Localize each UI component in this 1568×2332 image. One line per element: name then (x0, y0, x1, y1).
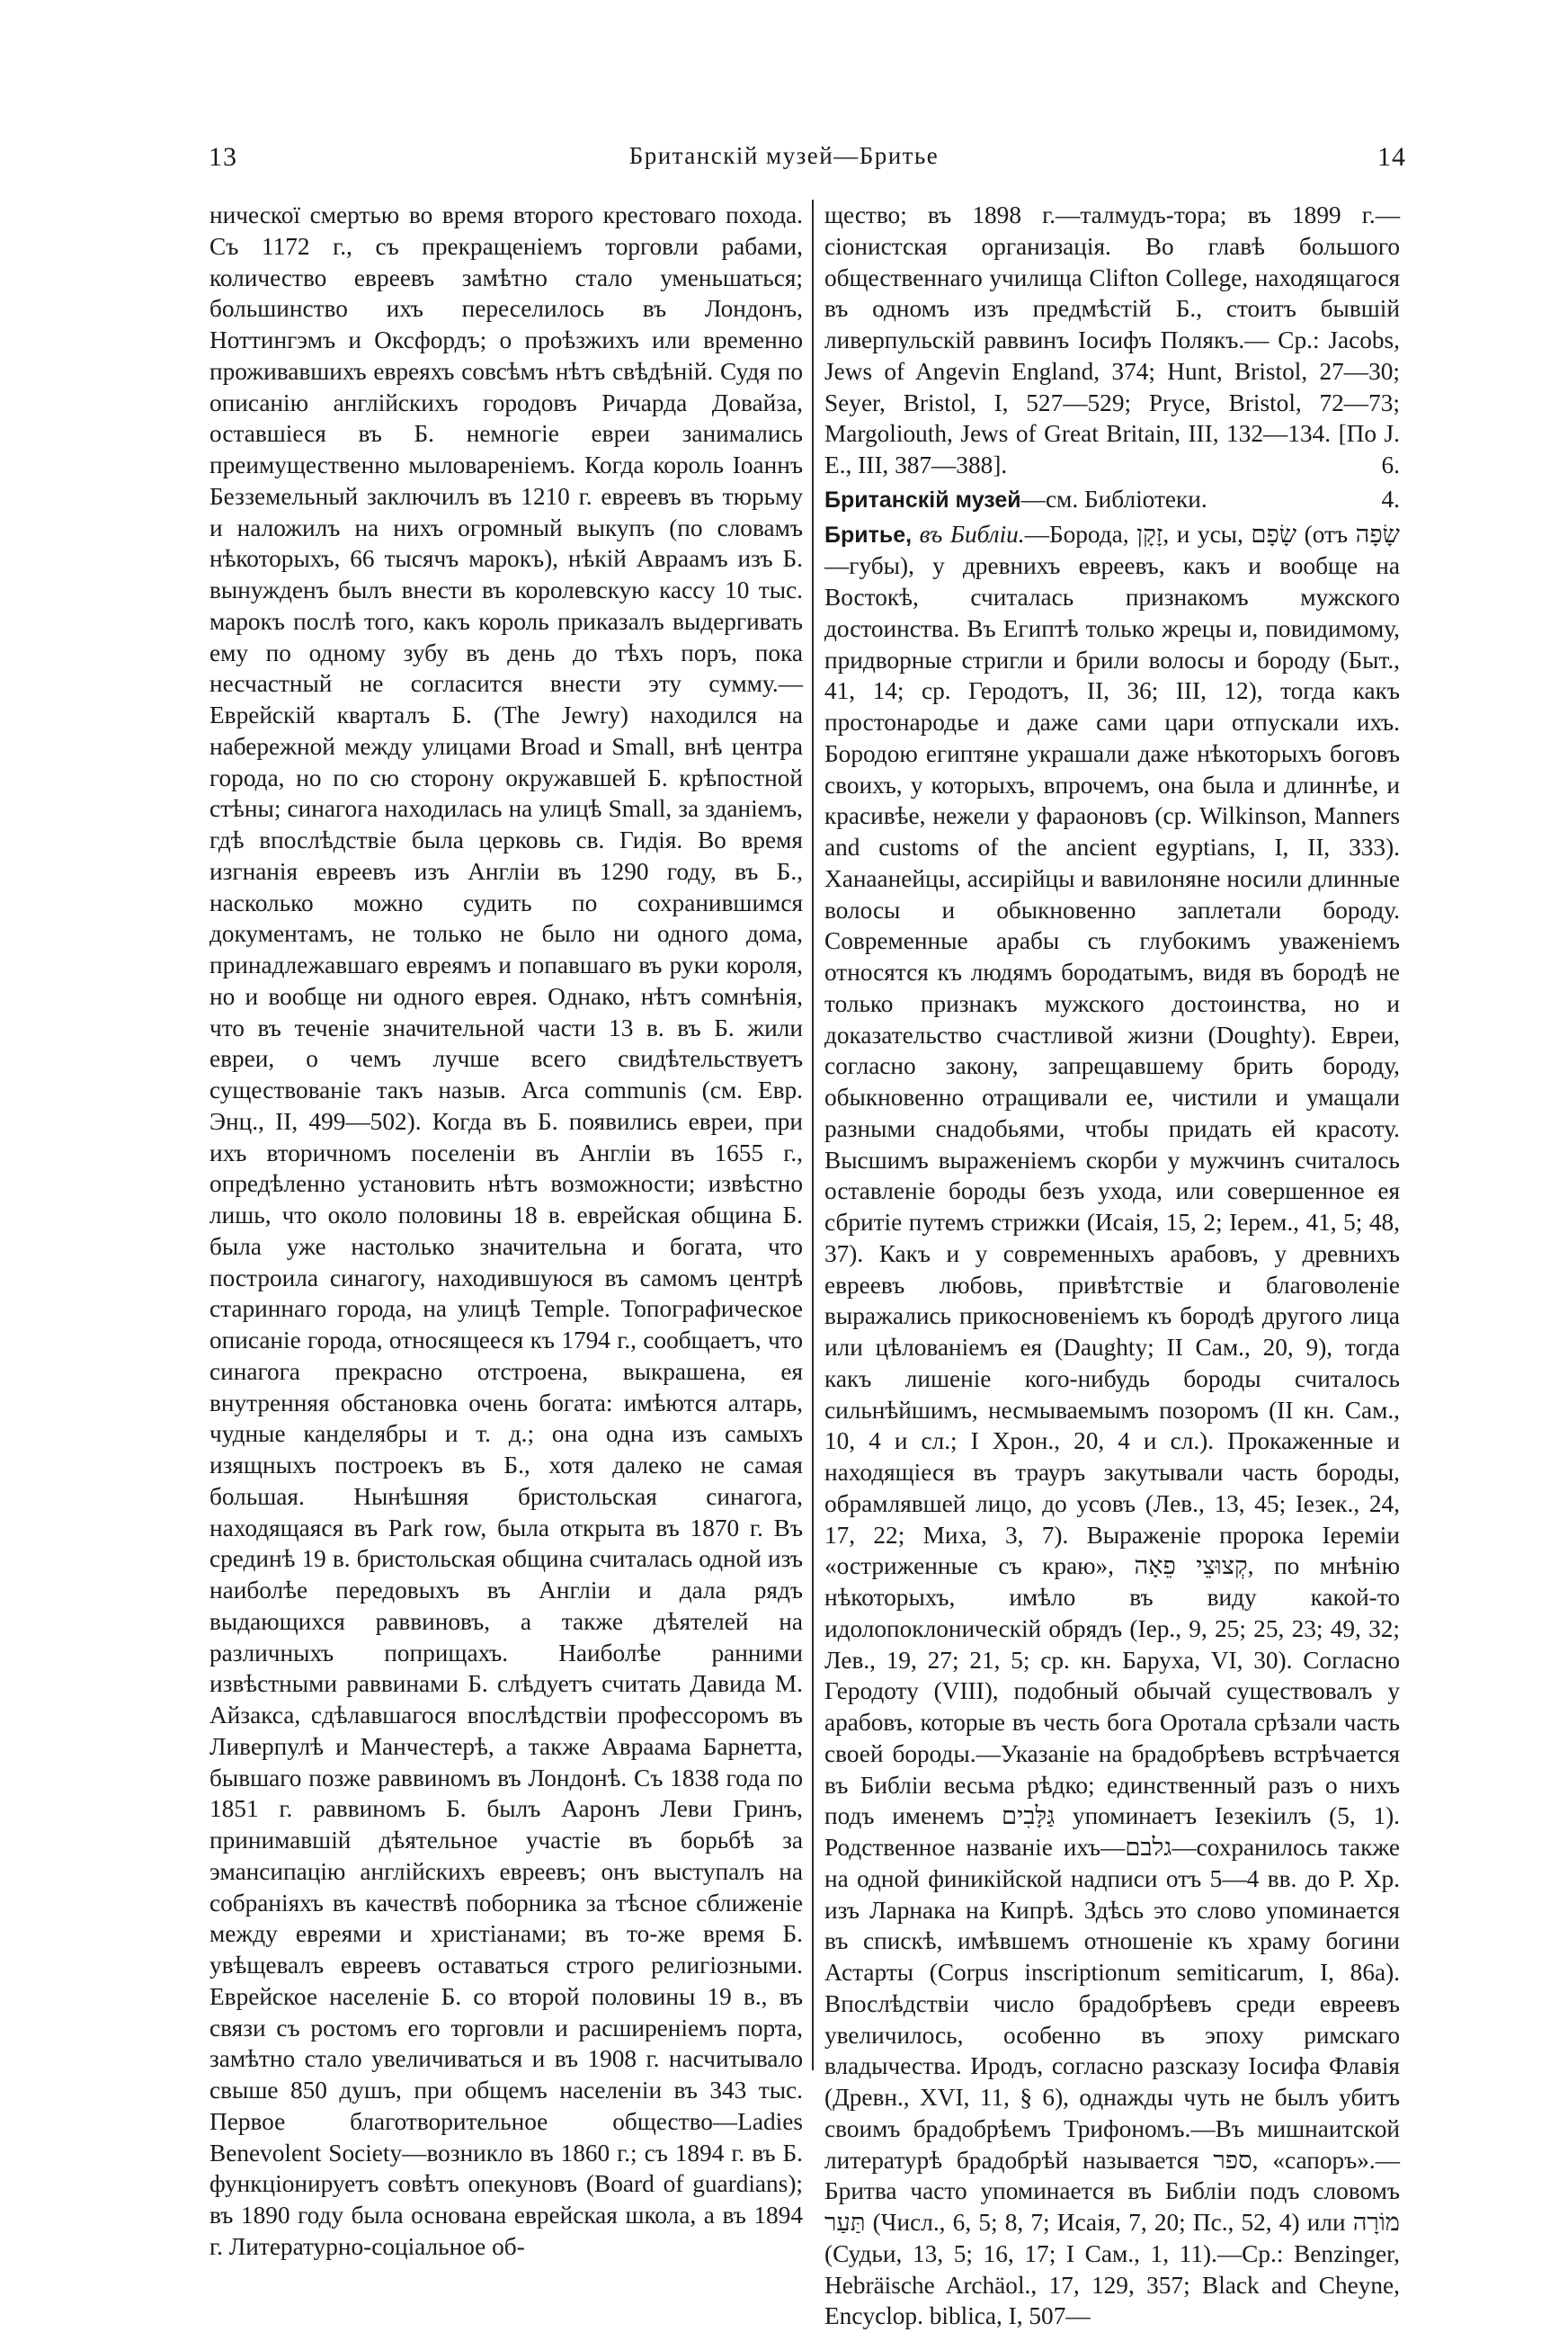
entry-text: —Борода, זָקָן, и усы, שָׂפָם (отъ שָׂפָה—губы), у древнихъ евреевъ, какъ и вообще на Востокѣ, считалась признакомъ мужского достоинства. Въ Египтѣ только жрецы и, повидимому, придворные стригли и брили волосы и бороду (Быт., 41, 14; ср. Геродотъ, II, 36; III, 12), тогда какъ простонародье и даже сами цари отпускали ихъ. Бородою египтяне украшали даже нѣкоторыхъ боговъ своихъ, у которыхъ, впрочемъ, она была и длиннѣе, и красивѣе, нежели у фараоновъ (ср. Wilkinson, Manners and customs of the ancient egyptians, I, II, 333). Ханаанейцы, ассирійцы и вавилоняне носили длинные волосы и обыкновенно заплетали бороду. Современные арабы съ глубокимъ уваженіемъ относятся къ людямъ бородатымъ, видя въ бородѣ не только признакъ мужского достоинства, но и доказательство счастливой жизни (Doughty). Евреи, согласно закону, запрещавшему брить бороду, обыкновенно отращивали ее, чистили и умащали разными снадобьями, чтобы придать ей красоту. Высшимъ выраженіемъ скорби у мужчинъ считалось оставленіе бороды безъ ухода, или совершенное ея сбритіе путемъ стрижки (Исаія, 15, 2; Іерем., 41, 5; 48, 37). Какъ и у современныхъ арабовъ, у древнихъ евреевъ любовь, привѣтствіе и благоволеніе выражались прикосновеніемъ къ бородѣ другого лица или цѣлованіемъ ея (Daughty; II Сам., 20, 9), тогда какъ лишеніе кого-нибудь бороды считалось сильнѣйшимъ, несмываемымъ позоромъ (II кн. Сам., 10, 4 и сл.; I Хрон., 20, 4 и сл.). Прокаженные и находящіеся въ трауръ закутывали часть бороды, обрамлявшей лицо, до усовъ (Лев., 13, 45; Іезек., 24, 17, 22; Миха, 3, 7). Выраженіе пророка Іереміи «остриженные съ краю», קְצוּצֵי פֵאָה, по мнѣнію нѣкоторыхъ, имѣло въ виду какой-то идолопоклоническій обрядъ (Іер., 9, 25; 25, 23; 49, 32; Лев., 19, 27; 21, 5; ср. кн. Баруха, VI, 30). Согласно Геродоту (VIII), подобный обычай существовалъ у арабовъ, которые въ честь бога Оротала срѣзали часть своей бороды.—Указаніе на брадобрѣевъ встрѣчается въ Библіи весьма рѣдко; единственный разъ о нихъ подъ именемъ גַּלָּבִים упоминаетъ Іезекіилъ (5, 1). Родственное названіе ихъ—גלבם—сохранилось также на одной финикійской надписи отъ 5—4 вв. до Р. Хр. изъ Ларнака на Кипрѣ. Здѣсь это слово упоминается въ спискѣ, имѣвшемъ отношеніе къ храму богини Астарты (Corpus inscriptionum semiticarum, I, 86а). Впослѣдствіи число брадобрѣевъ среди евреевъ увеличилось, особенно въ эпоху римскаго владычества. Иродъ, согласно разсказу Іосифа Флавія (Древн., XVI, 11, § 6), однажды чуть не былъ убитъ своимъ брадобрѣемъ Трифономъ.—Въ мишнаитской литературѣ брадобрѣй называется ספר, «сапоръ».—Бритва часто упоминается въ Библіи подъ словомъ תַּעַר (Числ., 6, 5; 8, 7; Исаія, 7, 20; Пс., 52, 4) или מוֹרָה (Судьи, 13, 5; 16, 17; I Сам., 1, 11).—Ср.: Benzinger, Hebräische Archäol., 17, 129, 357; Black and Cheyne, Encyclop. biblica, I, 507— (824, 521, 1400, 2330)
bristol-entry-end (824, 200, 1400, 481)
entry-text: —см. Библіотеки. (1021, 486, 1207, 513)
right-column (824, 200, 1400, 2088)
author-signature: 4. (1364, 484, 1400, 515)
column-divider (812, 200, 814, 2070)
right-page-number: 14 (1377, 142, 1406, 173)
entry-british-museum (824, 484, 1400, 516)
subheading: въ Библіи. (920, 521, 1025, 548)
running-header (0, 142, 1568, 178)
headword: Британскій музей (824, 487, 1021, 513)
left-page-number: 13 (209, 142, 237, 173)
headword: Бритье, (824, 523, 912, 548)
author-signature: 6. (1364, 450, 1400, 481)
running-title: Британскій музей—Бритье (0, 142, 1568, 170)
left-column-text: ническої смертью во время второго крестоваго похода. Съ 1172 г., съ прекращеніемъ торговли рабами, количество евреевъ замѣтно стало уменьшаться; большинство ихъ переселилось въ Лондонъ, Ноттингэмъ и Оксфордъ; о проѣзжихъ или временно проживавшихъ евреяхъ совсѣмъ нѣтъ свѣдѣній. Судя по описанію англійскихъ городовъ Ричарда Довайза, оставшіеся въ Б. немногіе евреи занимались преимущественно мыловареніемъ. Когда король Іоаннъ Безземельный заключилъ въ 1210 г. евреевъ въ тюрьму и наложилъ на нихъ огромный выкупъ (по словамъ нѣкоторыхъ, 66 тысячъ марокъ), нѣкій Авраамъ изъ Б. вынужденъ былъ внести въ королевскую кассу 10 тыс. марокъ послѣ того, какъ король приказалъ выдергивать ему по одному зубу въ день до тѣхъ поръ, пока несчастный не согласится внести эту сумму.—Еврейскій кварталъ Б. (The Jewry) находился на набережной между улицами Broad и Small, внѣ центра города, но по сю сторону окружавшей Б. крѣпостной стѣны; синагога находилась на улицѣ Small, за зданіемъ, гдѣ впослѣдствіе была церковь св. Гидія. Во время изгнанія евреевъ изъ Англіи въ 1290 году, въ Б., насколько можно судить по сохранившимся документамъ, не только не было ни одного дома, принадлежавшаго евреямъ и попавшаго въ руки короля, но и вообще ни одного еврея. Однако, нѣтъ сомнѣнія, что въ теченіе значительной части 13 в. въ Б. жили евреи, о чемъ лучше всего свидѣтельствуетъ существованіе такъ назыв. Arca communis (см. Евр. Энц., II, 499—502). Когда въ Б. появились евреи, при ихъ вторичномъ поселеніи въ Англіи въ 1655 г., опредѣленно установить нѣтъ возможности; извѣстно лишь, что около половины 18 в. еврейская община Б. была уже настолько значительна и богата, что построила синагогу, находившуюся въ самомъ центрѣ стариннаго города, на улицѣ Temple. Топографическое описаніе города, относящееся къ 1794 г., сообщаетъ, что синагога прекрасно отстроена, выкрашена, ея внутренняя обстановка очень богата: имѣются алтарь, чудные канделябры и т. д.; она одна изъ самыхъ изящныхъ построекъ въ Б., хотя далеко не самая большая. Нынѣшняя бристольская синагога, находящаяся въ Park row, была открыта въ 1870 г. Въ срединѣ 19 в. бристольская община считалась одной изъ наиболѣе передовыхъ въ Англіи и дала рядъ выдающихся раввиновъ, а также дѣятелей на различныхъ поприщахъ. Наиболѣе ранними извѣстными раввинами Б. слѣдуетъ считать Давида М. Айзакса, сдѣлавшагося впослѣдствіи профессоромъ въ Ливерпулѣ и Манчестерѣ, а также Авраама Барнетта, бывшаго позже раввиномъ въ Лондонѣ. Съ 1838 года по 1851 г. раввиномъ Б. былъ Ааронъ Леви Гринъ, принимавшій дѣятельное участіе въ борьбѣ за эмансипацію англійскихъ евреевъ; онъ выступалъ на собраніяхъ въ качествѣ поборника за тѣсное сближеніе между евреями и христіанами; въ то-же время Б. увѣщевалъ евреевъ оставаться строго религіозными. Еврейское населеніе Б. со второй половины 19 в., въ связи съ ростомъ его торговли и расширеніемъ порта, замѣтно стало увеличиваться и въ 1908 г. насчитывало свыше 850 душъ, при общемъ населеніи въ 343 тыс. Первое благотворительное общество—Ladies Benevolent Society—возникло въ 1860 г.; съ 1894 г. въ Б. функціонируетъ совѣтъ опекуновъ (Board of guardians); въ 1890 году была основана еврейская школа, а въ 1894 г. Литературно-соціальное об- (209, 200, 803, 2263)
left-column (209, 200, 803, 2088)
bristol-entry-text: щество; въ 1898 г.—талмудъ-тора; въ 1899 г.—сіонистская организація. Во главѣ большого общественнаго училища Clifton College, находящагося въ одномъ изъ предмѣстій Б., стоитъ бывшій ливерпульскій раввинъ Іосифъ Полякъ.— Ср.: Jacobs, Jews of Angevin England, 374; Hunt, Bristol, 27—30; Seyer, Bristol, I, 527—529; Pryce, Bristol, 72—73; Margoliouth, Jews of Great Britain, III, 132—134. [По J. E., III, 387—388]. (824, 201, 1400, 478)
entry-shaving (824, 519, 1400, 2332)
